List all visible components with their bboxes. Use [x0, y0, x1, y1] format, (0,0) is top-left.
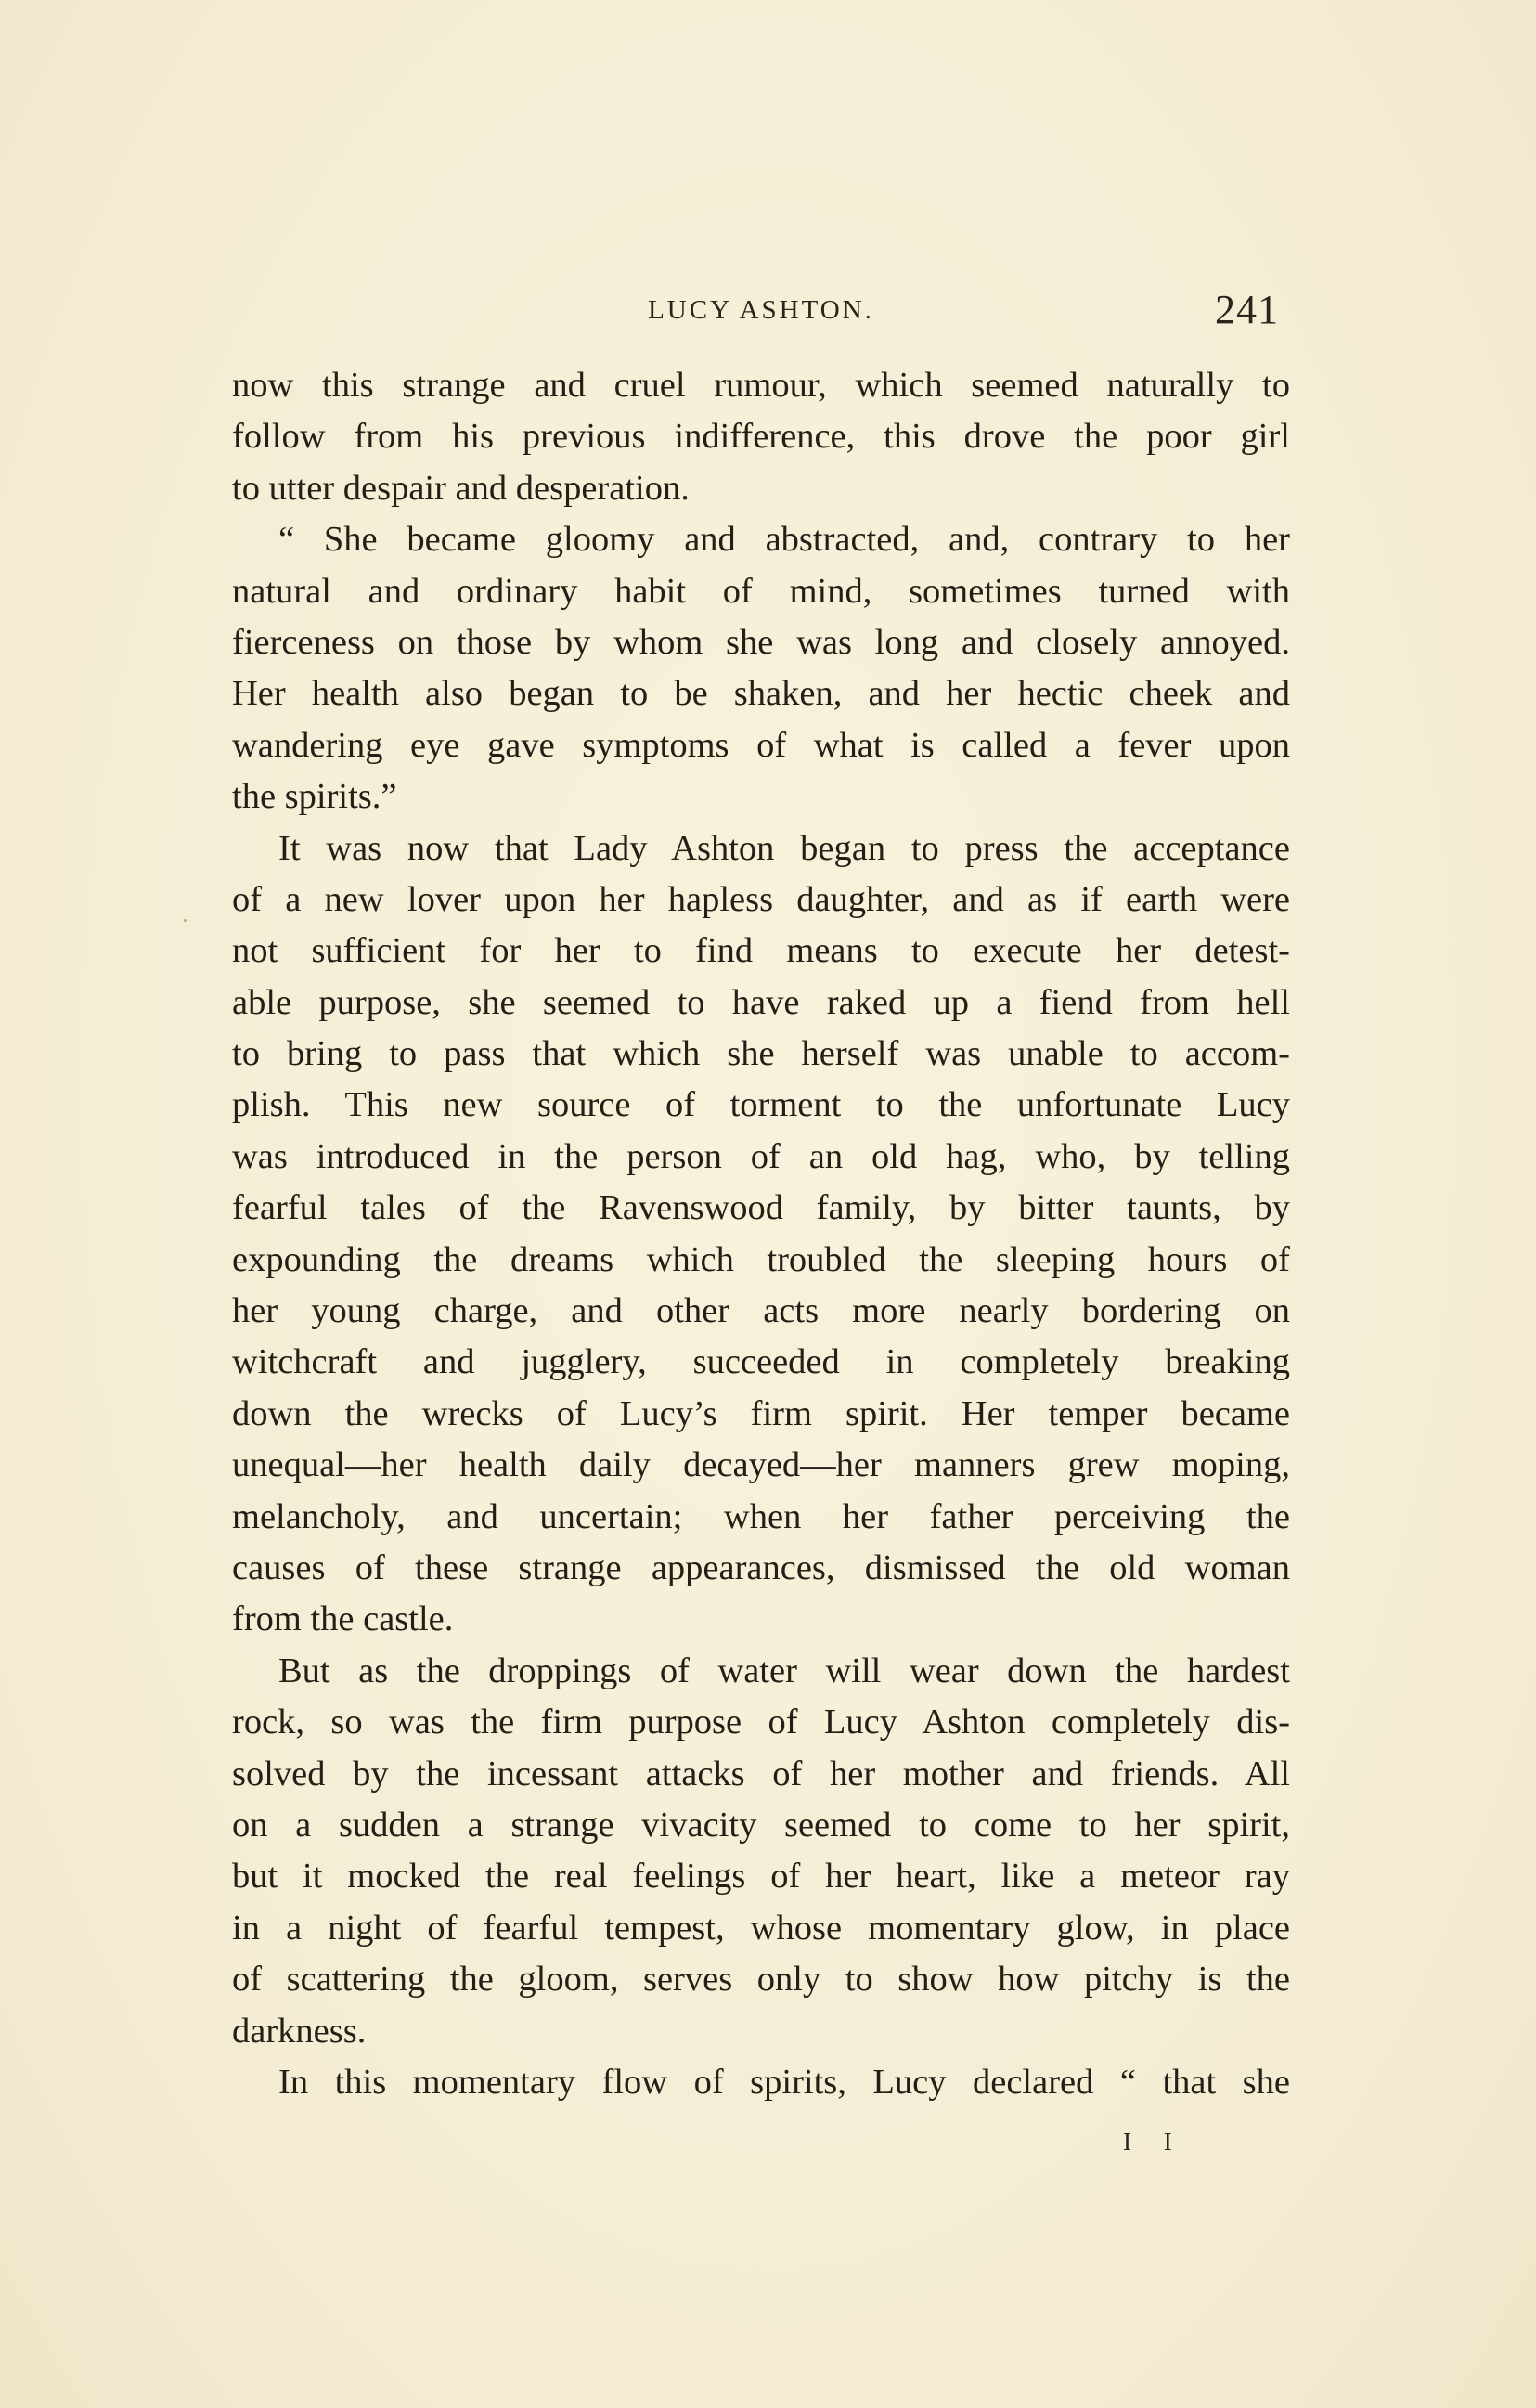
text-line: in a night of fearful tempest, whose momentary glow, in place: [232, 1908, 1290, 1948]
text-line: causes of these strange appearances, dismissed the old woman: [232, 1547, 1290, 1587]
text-line: follow from his previous indifference, this drove the poor girl: [232, 417, 1290, 457]
body-text: [232, 360, 1290, 2108]
text-line: fearful tales of the Ravenswood family, by bitter taunts, by: [232, 1188, 1290, 1228]
paper-speck: [184, 919, 187, 922]
page-number: 241: [1215, 287, 1279, 332]
text-line: natural and ordinary habit of mind, sometimes turned with: [232, 571, 1290, 611]
text-line: fierceness on those by whom she was long and closely annoyed.: [232, 622, 1290, 662]
text-line: was introduced in the person of an old hag, who, by telling: [232, 1136, 1290, 1176]
text-line: solved by the incessant attacks of her mother and friends. All: [232, 1754, 1290, 1793]
text-line: unequal—her health daily decayed—her manners grew moping,: [232, 1445, 1290, 1485]
text-line: expounding the dreams which troubled the sleeping hours of: [232, 1239, 1290, 1279]
text-line: But as the droppings of water will wear down the hardest: [278, 1651, 1290, 1690]
text-line: able purpose, she seemed to have raked up a fiend from hell: [232, 982, 1290, 1022]
text-line: her young charge, and other acts more nearly bordering on: [232, 1291, 1290, 1331]
text-line: to utter despair and desperation.: [232, 468, 690, 508]
text-line: wandering eye gave symptoms of what is called a fever upon: [232, 725, 1290, 765]
text-line: of scattering the gloom, serves only to show how pitchy is the: [232, 1960, 1290, 2000]
text-line: melancholy, and uncertain; when her father perceiving the: [232, 1496, 1290, 1536]
text-line: now this strange and cruel rumour, which seemed naturally to: [232, 366, 1290, 405]
signature-mark: I I: [1123, 2128, 1185, 2156]
running-title: LUCY ASHTON.: [648, 295, 874, 325]
text-line: In this momentary flow of spirits, Lucy declared “ that she: [278, 2062, 1290, 2102]
text-line: darkness.: [232, 2011, 367, 2051]
text-line: “ She became gloomy and abstracted, and, contrary to her: [278, 520, 1290, 560]
text-line: of a new lover upon her hapless daughter, and as if earth were: [232, 879, 1290, 919]
text-line: the spirits.”: [232, 777, 397, 817]
text-line: Her health also began to be shaken, and her hectic cheek and: [232, 674, 1290, 714]
text-line: on a sudden a strange vivacity seemed to come to her spirit,: [232, 1805, 1290, 1845]
text-line: plish. This new source of torment to the unfortunate Lucy: [232, 1085, 1290, 1125]
text-line: It was now that Lady Ashton began to press the acceptance: [278, 828, 1290, 868]
page-header: [232, 286, 1290, 342]
text-line: not sufficient for her to find means to execute her detest-: [232, 931, 1290, 971]
text-line: down the wrecks of Lucy’s firm spirit. Her temper became: [232, 1393, 1290, 1433]
text-line: rock, so was the firm purpose of Lucy Ashton completely dis-: [232, 1702, 1290, 1742]
text-line: but it mocked the real feelings of her heart, like a meteor ray: [232, 1857, 1290, 1897]
text-line: from the castle.: [232, 1599, 454, 1639]
text-line: witchcraft and jugglery, succeeded in completely breaking: [232, 1342, 1290, 1382]
text-line: to bring to pass that which she herself was unable to accom-: [232, 1034, 1290, 1074]
